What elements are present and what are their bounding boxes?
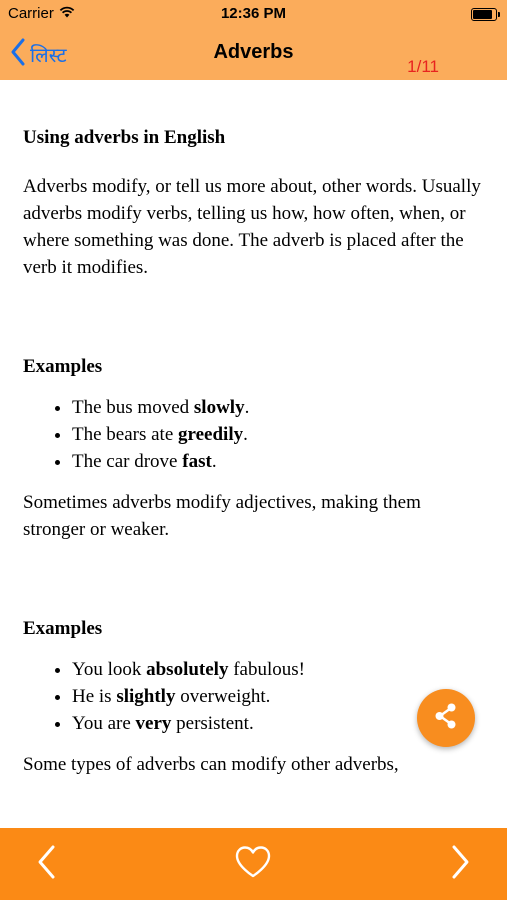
share-icon: [432, 702, 460, 735]
next-button[interactable]: [437, 840, 485, 888]
section-heading: Using adverbs in English: [23, 127, 226, 148]
list-item: • The bears ate greedily.: [72, 421, 487, 448]
status-time: 12:36 PM: [220, 5, 287, 22]
list-item: • The bus moved slowly.: [72, 394, 487, 421]
share-button[interactable]: [417, 689, 475, 747]
page-title: Adverbs: [213, 41, 294, 63]
paragraph: Sometimes adverbs modify adjectives, making them stronger or weaker.: [23, 492, 421, 540]
page-counter: 1/11: [407, 57, 439, 76]
list-item: • The car drove fast.: [72, 448, 487, 475]
carrier-label: Carrier: [8, 5, 54, 22]
status-bar: [0, 0, 507, 28]
example-list: [23, 394, 487, 475]
chevron-left-icon: [35, 844, 57, 885]
list-item: • He is slightly overweight.: [72, 683, 487, 710]
navigation-bar: [0, 28, 507, 80]
paragraph: Adverbs modify, or tell us more about, other words. Usually adverbs modify verbs, telling us how, how often, when, or where something was done. The adverb is placed after the verb it modifies.: [23, 176, 481, 278]
chevron-right-icon: [450, 844, 472, 885]
list-item: • You are very persistent.: [72, 710, 487, 737]
list-item: • You look absolutely fabulous!: [72, 656, 487, 683]
battery-icon: [471, 8, 497, 21]
battery-level: [473, 10, 492, 19]
section-heading: Examples: [23, 618, 103, 639]
section-heading: Examples: [23, 356, 103, 377]
bottom-toolbar: [0, 828, 507, 900]
paragraph: Some types of adverbs can modify other adverbs,: [23, 754, 399, 775]
previous-button[interactable]: [22, 840, 70, 888]
back-label: लिस्ट: [30, 43, 67, 67]
heart-icon: [234, 845, 272, 884]
favorite-button[interactable]: [229, 840, 277, 888]
